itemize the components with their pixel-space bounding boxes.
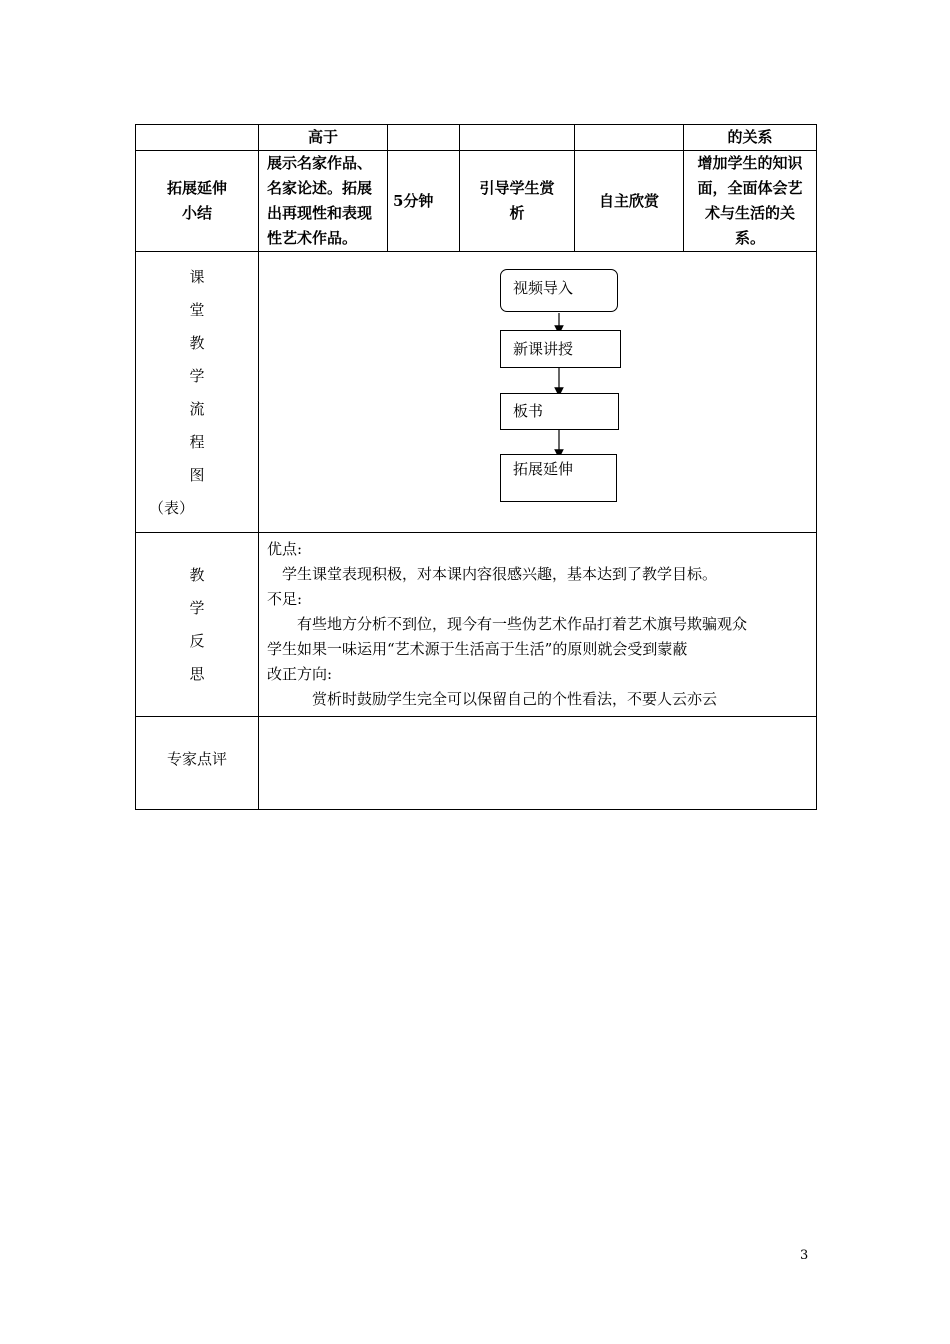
flowchart-cell — [259, 252, 817, 533]
flow-step-blackboard: 板书 — [500, 393, 619, 430]
label-char: 课 — [189, 268, 205, 286]
label-suffix: （表） — [149, 499, 195, 517]
label-char: 教 — [189, 565, 205, 584]
stage-line: 拓展延伸 — [166, 179, 227, 197]
table-row — [136, 533, 817, 717]
table-cell: 高于 — [259, 125, 388, 151]
teacher-activity-cell: 引导学生赏析 — [460, 151, 575, 252]
reflection-label-cell — [136, 533, 259, 717]
reflection-text: 有些地方分析不到位，现今有一些伪艺术作品打着艺术旗号欺骗观众 — [297, 615, 748, 633]
table-cell: 的关系 — [684, 125, 817, 151]
label-char: 教 — [189, 334, 205, 352]
page-number: 3 — [800, 1248, 809, 1263]
reflection-heading: 不足: — [267, 590, 303, 608]
label-char: 堂 — [189, 301, 205, 319]
flow-step-new-lesson: 新课讲授 — [500, 330, 621, 368]
content-cell: 展示名家作品、名家论述。拓展出再现性和表现性艺术作品。 — [259, 151, 388, 252]
reflection-text: 赏析时鼓励学生完全可以保留自己的个性看法，不要人云亦云 — [312, 690, 718, 708]
label-char: 思 — [189, 664, 205, 683]
label-char: 学 — [189, 367, 205, 385]
table-cell — [460, 125, 575, 151]
label-char: 图 — [189, 466, 205, 484]
label-char: 程 — [189, 433, 205, 451]
reflection-heading: 优点: — [267, 540, 303, 558]
label-char: 反 — [189, 631, 205, 650]
stage-cell — [136, 151, 259, 252]
time-cell: 5分钟 — [388, 151, 460, 252]
label-char: 学 — [189, 598, 205, 617]
table-cell — [136, 125, 259, 151]
table-row — [136, 151, 817, 252]
reflection-text: 学生如果一味运用“艺术源于生活高于生活”的原则就会受到蒙蔽 — [267, 640, 688, 658]
flow-step-video-intro: 视频导入 — [500, 269, 618, 312]
flow-step-extension: 拓展延伸 — [500, 454, 617, 502]
flowchart — [259, 252, 815, 530]
stage-line: 小结 — [181, 204, 212, 222]
lesson-plan-table — [135, 124, 817, 810]
flowchart-label-cell — [136, 252, 259, 533]
reflection-text: 学生课堂表现积极，对本课内容很感兴趣，基本达到了教学目标。 — [282, 565, 718, 583]
table-cell — [575, 125, 684, 151]
table-cell — [388, 125, 460, 151]
student-activity-cell: 自主欣赏 — [575, 151, 684, 252]
purpose-cell: 增加学生的知识面，全面体会艺术与生活的关系。 — [684, 151, 817, 252]
table-row — [136, 125, 817, 151]
expert-comment-cell — [259, 717, 817, 810]
table-row — [136, 717, 817, 810]
expert-label-cell: 专家点评 — [136, 717, 259, 810]
reflection-cell — [259, 533, 817, 717]
label-char: 流 — [189, 400, 205, 418]
reflection-heading: 改正方向: — [267, 665, 333, 683]
table-row — [136, 252, 817, 533]
